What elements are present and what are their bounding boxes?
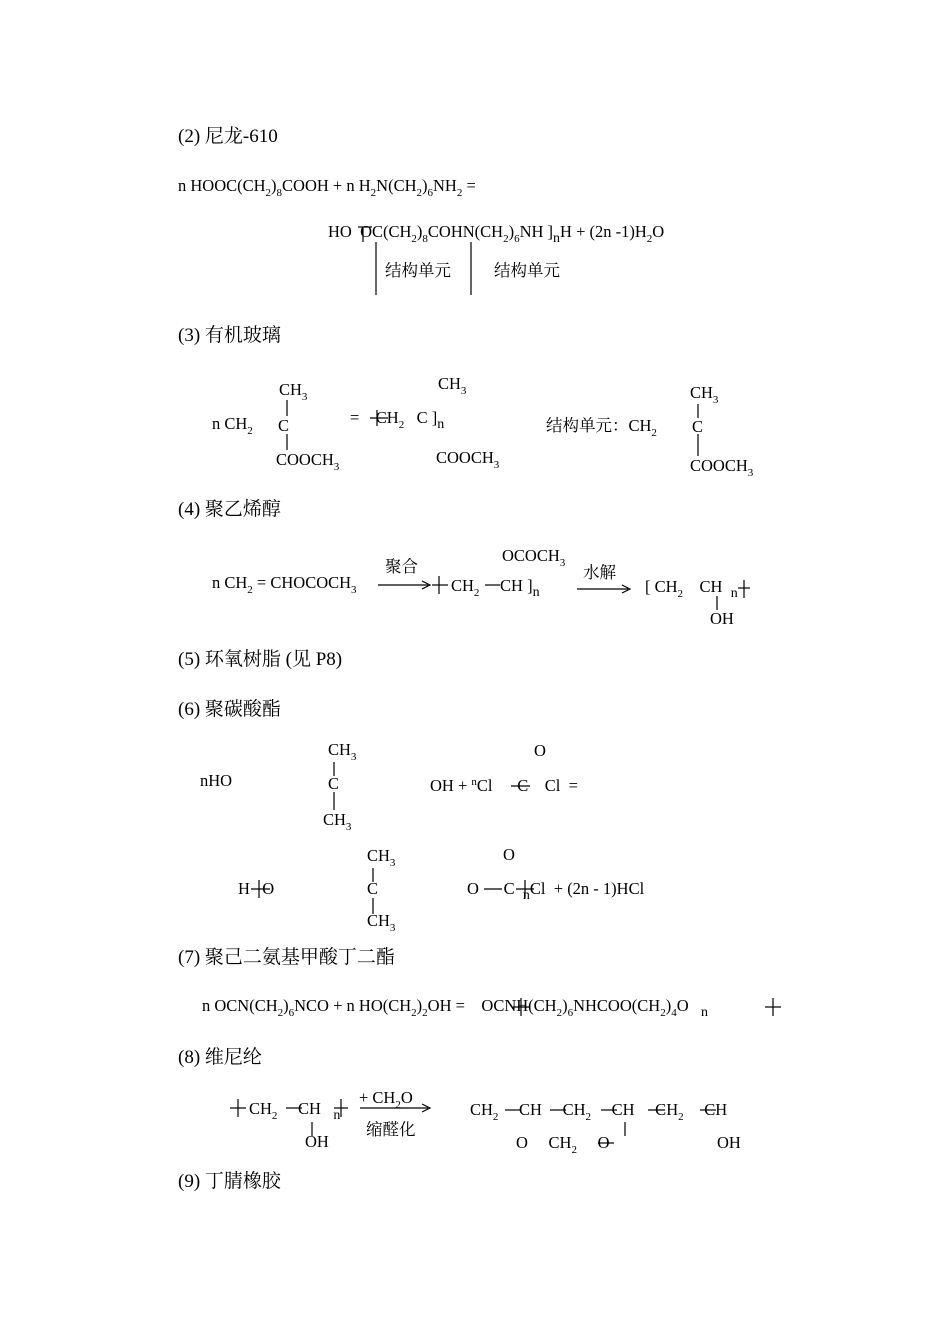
pva-ococh3: $OCOCH_3$ <box>502 546 566 569</box>
section-heading-pva: (4) 聚乙烯醇 <box>178 499 281 520</box>
nylon610-equation: n $HOOC(CH_2)_8COOH + n$ $H_2N(CH_2)_6NH_2$ = <box>178 176 476 199</box>
pmma-monomer-ch3: $CH_3$ <box>279 380 308 403</box>
nylon610-unit-label-1: 结构单元 <box>385 261 451 280</box>
pc-nho: nHO <box>200 771 233 790</box>
vinylon-acetalize-label: 缩醛化 <box>366 1120 416 1139</box>
pva-hydrolyze-label: 水解 <box>583 563 616 582</box>
vinylon-pva: $CH_2$ CH $_n$ <box>249 1099 341 1123</box>
pva-intermediate: $CH_2$ CH ]$_n$ <box>451 576 540 600</box>
pmma-unit-cooch3: $COOCH_3$ <box>690 456 754 479</box>
vinylon-product-ring: O $CH_2$ O <box>516 1133 610 1156</box>
section-heading-pmma: (3) 有机玻璃 <box>178 325 281 346</box>
pva-product: [ $CH_2$ CH $_n$ <box>645 577 738 601</box>
pu-equation: n $OCN(CH_2)_6NCO + n$ $HO(CH_2)_2OH$ = $OCNH(CH_2)_6NHCOO(CH_2)_4O$ $_n$ <box>202 996 708 1020</box>
pc-top-ch3-bottom: $CH_3$ <box>323 810 352 833</box>
pva-monomer: n $CH_2$ = $CHOCOCH_3$ <box>212 573 357 596</box>
pmma-unit-text: 结构单元： <box>546 416 629 435</box>
section-heading-nbr: (9) 丁腈橡胶 <box>178 1171 281 1192</box>
section-heading-pc: (6) 聚碳酸酯 <box>178 699 281 720</box>
nylon610-unit-label-2: 结构单元 <box>494 261 560 280</box>
pmma-monomer-n: n $CH_2$ <box>212 414 253 437</box>
pmma-polymer-cooch3: $COOCH_3$ <box>436 448 500 471</box>
vinylon-reagent <box>359 1088 413 1111</box>
pc-top-c: C <box>328 774 340 793</box>
pva-oh: OH <box>710 609 734 628</box>
pc-bottom-ch3-bottom: $CH_3$ <box>367 911 396 934</box>
pva-polymerize-label: 聚合 <box>385 557 418 576</box>
pmma-polymer: = $CH_2$ C ]$_n$ <box>350 408 445 432</box>
pmma-monomer-c: C <box>278 416 290 435</box>
pmma-polymer-ch3: $CH_3$ <box>438 374 467 397</box>
pc-bottom-c: C <box>367 879 379 898</box>
vinylon-product-oh: OH <box>717 1133 741 1152</box>
section-heading-pu: (7) 聚己二氨基甲酸丁二酯 <box>178 947 395 968</box>
pmma-unit-ch3: $CH_3$ <box>690 383 719 406</box>
vinylon-reagent-o: O <box>400 1088 413 1107</box>
pc-bottom-ch3: $CH_3$ <box>367 846 396 869</box>
vinylon-product-chain: $CH_2$ CH $CH_2$ CH $CH_2$ CH <box>470 1100 728 1123</box>
nylon610-product: HO $OC(CH_2)_8COHN(CH_2)_6NH$ ]$_nH + (2n$ $-1)H_2O$ <box>328 222 665 246</box>
pc-top-ch3: $CH_3$ <box>328 740 357 763</box>
section-heading-vinylon: (8) 维尼纶 <box>178 1047 262 1068</box>
pc-bottom-o: O <box>503 845 515 864</box>
pmma-unit-label: 结构单元：$CH_2$ <box>546 416 657 439</box>
pmma-monomer-cooch3: $COOCH_3$ <box>276 450 340 473</box>
section-heading-nylon610: (2) 尼龙-610 <box>178 126 278 147</box>
vinylon-reagent-plus: + CH <box>359 1088 396 1107</box>
pmma-unit-c: C <box>692 417 704 436</box>
vinylon-pva-oh: OH <box>305 1132 329 1151</box>
pc-top-o: O <box>534 741 546 760</box>
pc-h: H O <box>238 879 275 898</box>
section-heading-epoxy: (5) 环氧树脂 (见 P8) <box>178 649 343 670</box>
pc-phosgene: OH + $^n$Cl C Cl = <box>430 776 578 795</box>
pc-product: O C $_n$Cl + (2n - 1)HCl <box>467 879 645 903</box>
vinylon-reagent-sub: 2 <box>395 1099 401 1111</box>
